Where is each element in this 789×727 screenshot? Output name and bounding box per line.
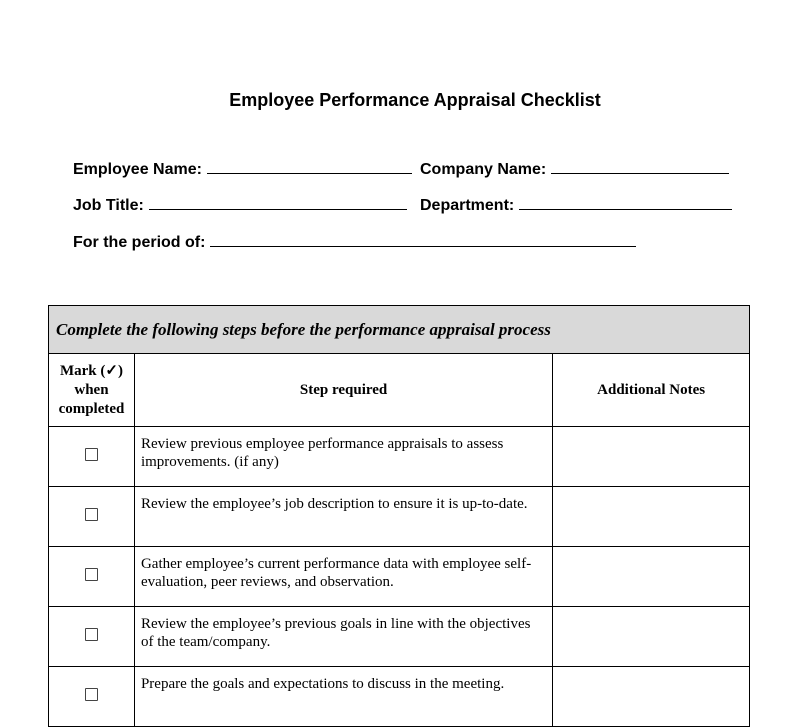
company-name-field[interactable]: [420, 159, 729, 179]
company-name-blank[interactable]: [551, 159, 729, 174]
table-row: [49, 607, 750, 667]
job-title-field[interactable]: [73, 195, 407, 215]
checkbox[interactable]: [85, 448, 98, 461]
checkbox[interactable]: [85, 628, 98, 641]
step-text: Review the employee’s previous goals in line with the objectives of the team/company.: [134, 607, 552, 667]
step-text: Review the employee’s job description to ensure it is up-to-date.: [134, 487, 552, 547]
notes-cell[interactable]: [553, 667, 750, 727]
table-row: [49, 547, 750, 607]
mark-column-header: Mark (✓) when completed: [49, 354, 135, 427]
table-row: [49, 667, 750, 727]
department-blank[interactable]: [519, 195, 732, 210]
employee-name-blank[interactable]: [207, 159, 412, 174]
notes-cell[interactable]: [553, 607, 750, 667]
step-text: Gather employee’s current performance data with employee self-evaluation, peer reviews, and observation.: [134, 547, 552, 607]
notes-cell[interactable]: [553, 547, 750, 607]
department-label: Department:: [420, 197, 515, 214]
checklist-table: [48, 305, 750, 727]
period-blank[interactable]: [210, 232, 636, 247]
step-column-header: Step required: [134, 354, 552, 427]
step-text: Review previous employee performance appraisals to assess improvements. (if any): [134, 427, 552, 487]
notes-column-header: Additional Notes: [553, 354, 750, 427]
job-title-label: Job Title:: [73, 197, 144, 214]
checklist-banner: Complete the following steps before the performance appraisal process: [49, 306, 750, 354]
table-row: [49, 487, 750, 547]
checkbox[interactable]: [85, 568, 98, 581]
page-title: Employee Performance Appraisal Checklist: [229, 90, 601, 110]
employee-name-field[interactable]: [73, 159, 412, 179]
company-name-label: Company Name:: [420, 161, 547, 178]
notes-cell[interactable]: [553, 427, 750, 487]
period-field[interactable]: [73, 232, 636, 252]
job-title-blank[interactable]: [149, 195, 407, 210]
checkbox[interactable]: [85, 508, 98, 521]
employee-name-label: Employee Name:: [73, 161, 202, 178]
notes-cell[interactable]: [553, 487, 750, 547]
table-row: [49, 427, 750, 487]
checkbox[interactable]: [85, 688, 98, 701]
period-label: For the period of:: [73, 234, 206, 251]
department-field[interactable]: [420, 195, 732, 215]
step-text: Prepare the goals and expectations to discuss in the meeting.: [134, 667, 552, 727]
